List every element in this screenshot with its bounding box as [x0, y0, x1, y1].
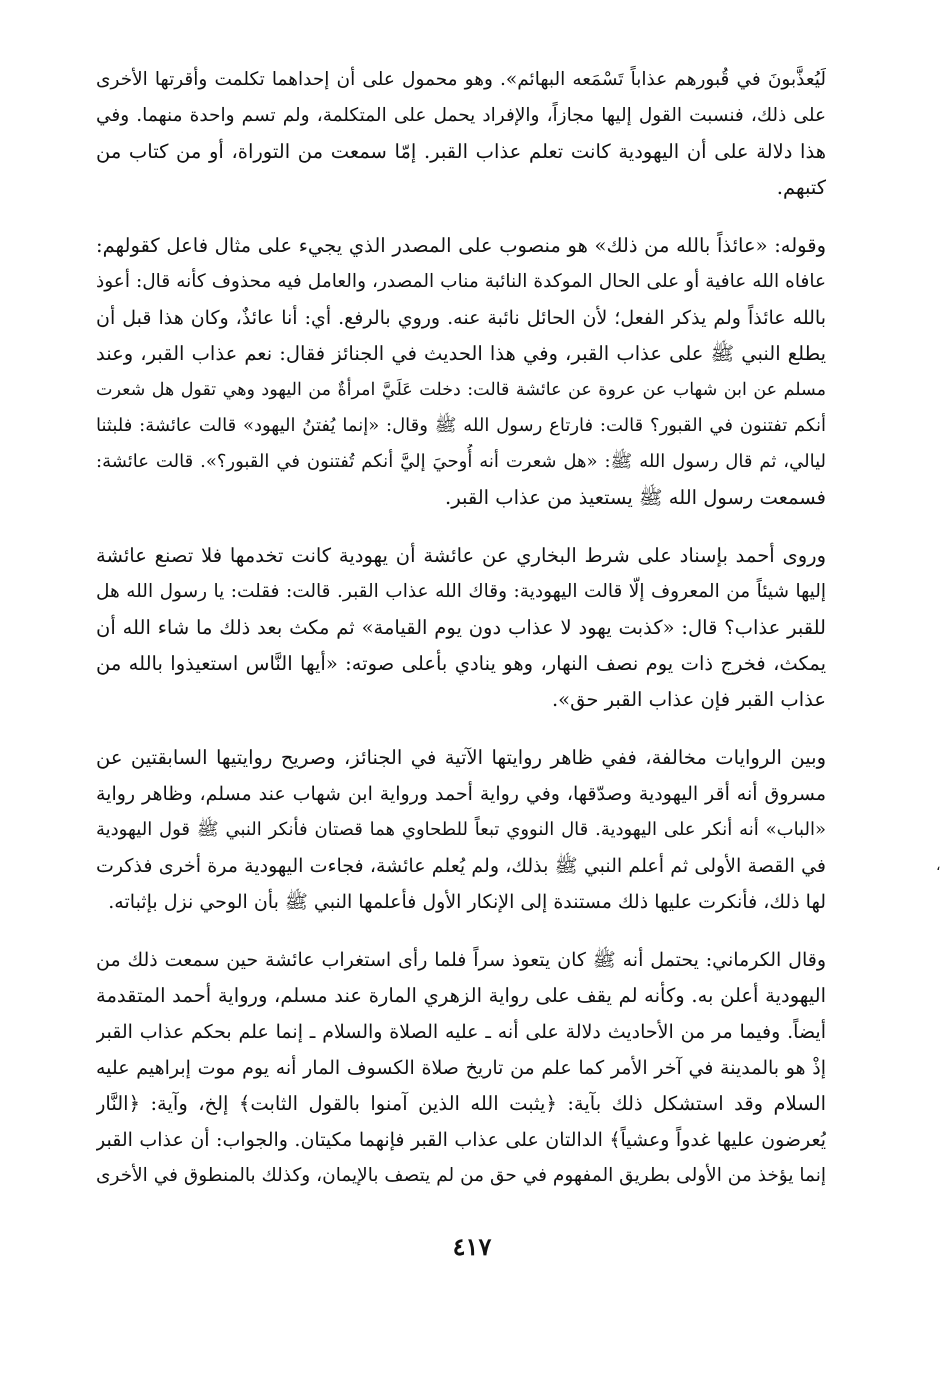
text-line: وقال الكرماني: يحتمل أنه ﷺ كان يتعوذ سراً فلما رأى استغراب عائشة حين سمعت ذلك من	[96, 949, 826, 971]
text-line: فسمعت رسول الله ﷺ يستعيذ من عذاب القبر.	[445, 486, 826, 509]
text-line: إذْ هو بالمدينة في آخر الأمر كما علم من تاريخ صلاة الكسوف المار أنه يوم موت إبراهيم عليه	[96, 1057, 826, 1079]
text-line: كتبهم.	[776, 176, 826, 199]
text-line: عافاه الله عافية أو على الحال الموكدة النائبة مناب المصدر، والعامل فيه محذوف كأنه قال: أعوذ	[96, 271, 826, 292]
text-line: بالله عائذاً ولم يذكر الفعل؛ لأن الحائل نائبة عنه. وروي بالرفع. أي: أنا عائذٌ، وكان هذا قبل أن	[96, 307, 826, 329]
text-line: إليها شيئاً من المعروف إلّا قالت اليهودية: وقاك الله عذاب القبر. قالت: فقلت: يا رسول الله هل	[96, 581, 826, 602]
text-line: وبين الروايات مخالفة، ففي ظاهر روايتها الآتية في الجنائز، وصريح روايتيها السابقتين عن	[96, 746, 826, 769]
text-line: وروى أحمد بإسناد على شرط البخاري عن عائشة أن يهودية كانت تخدمها فلا تصنع عائشة	[96, 544, 826, 567]
paragraph	[96, 942, 826, 1194]
text-line: أيضاً. وفيما مر من الأحاديث دلالة على أنه ـ عليه الصلاة والسلام ـ إنما علم بحكم عذاب القبر	[96, 1021, 826, 1043]
text-line: على ذلك، فنسبت القول إليها مجازاً، والإفراد يحمل على المتكلمة، ولم تسم واحدة منهما. وفي	[96, 105, 826, 126]
text-line: في القصة الأولى ثم أعلم النبي ﷺ بذلك، ولم يُعلم عائشة، فجاءت اليهودية مرة أخرى فذكرت	[96, 855, 826, 877]
margin-mark: ،	[936, 858, 941, 874]
text-line: إنما يؤخذ من الأولى بطريق المفهوم في حق من لم يتصف بالإيمان، وكذلك بالمنطوق في الأخرى	[96, 1165, 826, 1186]
text-line: يمكث، فخرج ذات يوم نصف النهار، وهو ينادي بأعلى صوته: «أيها النَّاس استعيذوا بالله من	[96, 652, 826, 675]
text-line: هذا دلالة على أن اليهودية كانت تعلم عذاب القبر. إمّا سمعت من التوراة، أو من كتاب من	[96, 140, 826, 163]
document-body	[96, 62, 826, 1216]
text-line: السلام وقد استشكل ذلك بآية: ﴿يثبت الله الذين آمنوا بالقول الثابت﴾ إلخ، وآية: ﴿النَّار	[96, 1092, 826, 1115]
text-line: لَيُعذَّبونَ في قُبورهم عذاباً تَسْمَعه البهائم». وهو محمول على أن إحداهما تكلمت وأقرتها الأخرى	[96, 69, 826, 90]
text-line: يطلع النبي ﷺ على عذاب القبر، وفي هذا الحديث في الجنائز فقال: نعم عذاب القبر، وعند	[96, 342, 826, 365]
paragraph	[96, 538, 826, 718]
page-number: ٤١٧	[452, 1232, 492, 1261]
text-line: ليالي، ثم قال رسول الله ﷺ: «هل شعرت أنه أُوحيَ إليَّ أنكم تُفتنون في القبور؟». قالت عائشة:	[96, 451, 826, 472]
paragraph	[96, 740, 826, 920]
text-line: مسلم عن ابن شهاب عن عروة عن عائشة قالت: دخلت عَلَيَّ امرأةٌ من اليهود وهي تقول هل شعرت	[96, 380, 826, 400]
text-line: «الباب» أنه أنكر على اليهودية. قال النووي تبعاً للطحاوي هما قصتان فأنكر النبي ﷺ قول اليهودية	[96, 819, 826, 840]
text-line: لها ذلك، فأنكرت عليها ذلك مستندة إلى الإنكار الأول فأعلمها النبي ﷺ بأن الوحي نزل بإثباته.	[108, 891, 826, 913]
text-line: أنكم تفتنون في القبور؟ قالت: فارتاع رسول الله ﷺ وقال: «إنما يُفتنُ اليهود» قالت عائشة: فلبثنا	[96, 415, 826, 436]
paragraph	[96, 228, 826, 516]
text-line: اليهودية أعلن به. وكأنه لم يقف على رواية الزهري المارة عند مسلم، ورواية أحمد المتقدمة	[96, 984, 826, 1007]
text-line: للقبر عذاب؟ قال: «كذبت يهود لا عذاب دون يوم القيامة» ثم مكث بعد ذلك ما شاء الله أن	[96, 616, 826, 639]
text-line: وقوله: «عائذاً بالله من ذلك» هو منصوب على المصدر الذي يجيء على مثال فاعل كقولهم:	[96, 234, 826, 257]
text-line: يُعرضون عليها غدواً وعشياً﴾ الدالتان على عذاب القبر فإنهما مكيتان. والجواب: أن عذاب القبر	[96, 1129, 826, 1151]
paragraph	[96, 62, 826, 206]
text-line: عذاب القبر فإن عذاب القبر حق».	[551, 688, 826, 711]
text-line: مسروق أنه أقر اليهودية وصدّقها، وفي رواية أحمد ورواية ابن شهاب عند مسلم، وظاهر رواية	[96, 783, 826, 805]
